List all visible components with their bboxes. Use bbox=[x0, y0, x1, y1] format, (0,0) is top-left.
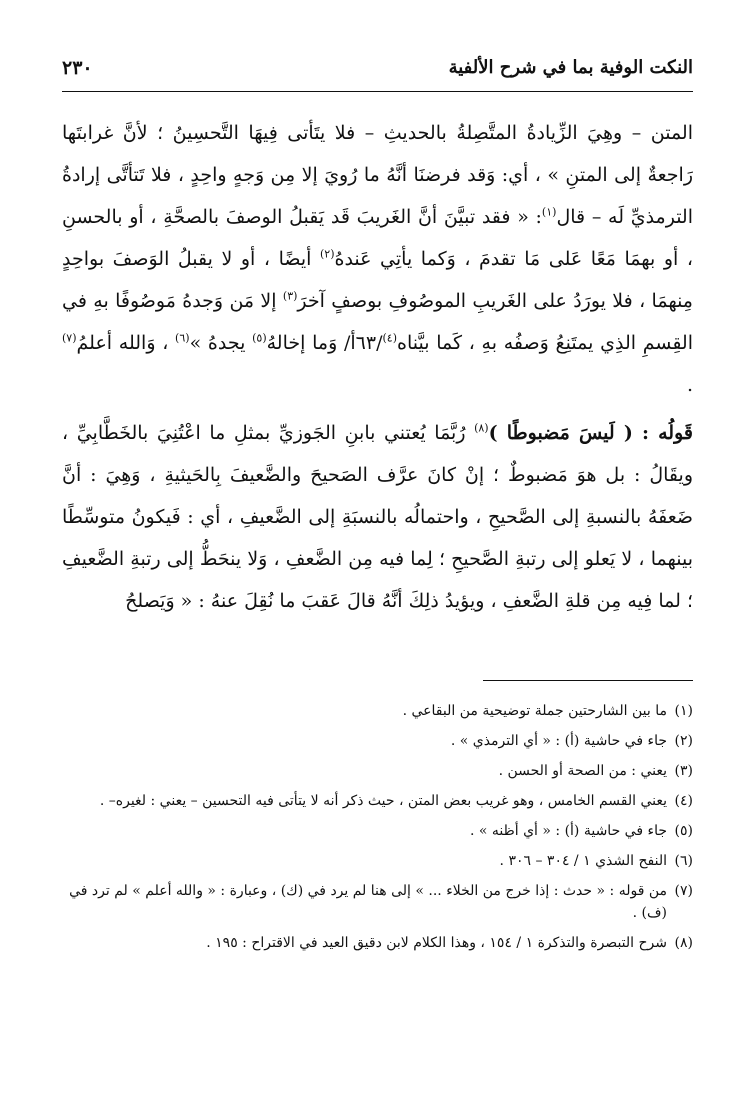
footnote-ref-5[interactable]: (٥) bbox=[252, 331, 267, 345]
footnote-separator bbox=[483, 680, 693, 681]
footnote-text: جاء في حاشية (أ) : « أي الترمذي » . bbox=[450, 733, 667, 749]
footnote-number: (٢) bbox=[674, 733, 693, 749]
footnote-ref-8[interactable]: (٨) bbox=[474, 421, 489, 435]
footnote-text: من قوله : « حدث : إذا خرج من الخلاء ... » إلى هنا لم يرد في (ك) ، وعبارة : « والله أعلم » لم ترد في (ف) . bbox=[69, 883, 667, 921]
footnote-ref-4[interactable]: (٤) bbox=[382, 331, 397, 345]
footnote bbox=[62, 880, 693, 924]
paragraph-2 bbox=[62, 412, 693, 622]
text-run: أيضًا ، أو لا يقبلُ الوَصفَ بواحِدٍ مِنهمَا ، فلا يورَدُ على الغَريبِ الموصُوفِ بوصفٍ آخرَ bbox=[62, 248, 693, 312]
running-title: النكت الوفية بما في شرح الألفية bbox=[448, 57, 693, 78]
footnote-ref-3[interactable]: (٣) bbox=[282, 289, 298, 303]
footnote-ref-7[interactable]: (٧) bbox=[62, 331, 77, 345]
footnote bbox=[62, 850, 693, 872]
paragraph-1 bbox=[62, 112, 693, 406]
text-run: إلا مَن وَجدهُ مَوصُوفًا بهِ في القِسمِ الذِي يمتَنِعُ وَصفُه بهِ ، كَما بيَّناه bbox=[62, 290, 693, 354]
footnote-number: (٣) bbox=[674, 763, 693, 779]
footnote-ref-2[interactable]: (٢) bbox=[319, 247, 335, 261]
footnote-ref-6[interactable]: (٦) bbox=[175, 331, 190, 345]
running-header bbox=[62, 55, 693, 92]
footnote bbox=[62, 700, 693, 722]
footnote-number: (١) bbox=[674, 703, 693, 719]
footnote bbox=[62, 932, 693, 954]
text-run: قَولُه : ( لَيسَ مَضبوطًا ) bbox=[488, 422, 693, 444]
text-run: . bbox=[686, 374, 693, 396]
footnote bbox=[62, 820, 693, 842]
footnotes bbox=[62, 700, 693, 962]
footnote bbox=[62, 730, 693, 752]
text-run: ، وَالله أعلمُ bbox=[76, 332, 176, 354]
text-run: : « فقد تبيَّنَ أنَّ الغَريبَ قَد يَقبلُ الوصفَ بالصحَّةِ ، أو بالحسنِ ، أو بهمَا مَعًا عَلى مَا تقدمَ ، وَكما يأتِي عَندهُ bbox=[62, 206, 693, 270]
page-number: ٢٣٠ bbox=[62, 57, 93, 79]
footnote bbox=[62, 760, 693, 782]
footnote-text: يعني القسم الخامس ، وهو غريب بعض المتن ، حيث ذكر أنه لا يتأتى فيه التحسين – يعني : لغيره– . bbox=[99, 793, 667, 809]
footnote-number: (٤) bbox=[674, 793, 693, 809]
footnote bbox=[62, 790, 693, 812]
footnote-number: (٨) bbox=[674, 935, 693, 951]
footnote-text: يعني : من الصحة أو الحسن . bbox=[498, 763, 667, 779]
footnote-text: شرح التبصرة والتذكرة ١ / ١٥٤ ، وهذا الكلام لابن دقيق العيد في الاقتراح : ١٩٥ . bbox=[206, 935, 667, 951]
footnote-number: (٧) bbox=[674, 883, 693, 899]
main-text bbox=[62, 112, 693, 622]
footnote-ref-1[interactable]: (١) bbox=[541, 205, 557, 219]
text-run: رُبَّمَا يُعتني بابنِ الجَوزيِّ بمثلِ ما اعْتُنِيَ بالخَطَّابِيِّ ، ويقَالُ : بل هوَ مَضبوطٌ ؛ إنْ كانَ عرَّف الصَحيحَ والضَّعيفَ بِالحَيثيةِ ، وَهِيَ : أنَّ ضَعفَهُ بالنسبةِ إلى الصَّحيحِ ، واحتمالُه بالنسبَةِ إلى الضَّعيفِ ، أي : فَيكونُ متوسِّطًا بينهما ، لا يَعلو إلى رتبةِ الصَّحيحِ ؛ لِما فيه مِن الضَّعفِ ، وَلا ينحَطُّ إلى رتبةِ الضَّعيفِ ؛ لما فِيه مِن قلةِ الضَّعفِ ، ويؤيدُ ذلِكَ أنَّهُ قالَ عَقبَ ما نُقِلَ عنهُ : « وَيَصلحُ bbox=[62, 422, 693, 612]
footnote-number: (٥) bbox=[674, 823, 693, 839]
footnote-text: النفح الشذي ١ / ٣٠٤ – ٣٠٦ . bbox=[499, 853, 667, 869]
footnote-text: جاء في حاشية (أ) : « أي أظنه » . bbox=[469, 823, 667, 839]
text-run: يجدهُ » bbox=[189, 332, 253, 354]
footnote-text: ما بين الشارحتين جملة توضيحية من البقاعي . bbox=[402, 703, 667, 719]
footnote-number: (٦) bbox=[674, 853, 693, 869]
text-run: /٦٣أ/ وَما إخالهُ bbox=[266, 332, 383, 354]
text-run: المتن – وهِيَ الزِّيادةُ المتَّصِلةُ بالحديثِ – فلا يتَأتى فِيهَا التَّحسِينُ ؛ لأنَّ غرابتَها رَاجعةٌ إلى المتنِ » ، أي: وَقد فرضنَا أنَّهُ ما رُويَ إلا مِن وَجهٍ واحِدٍ ، فلا تَتأتَّى إرادةُ الترمذيِّ لَه – قال bbox=[62, 122, 694, 228]
